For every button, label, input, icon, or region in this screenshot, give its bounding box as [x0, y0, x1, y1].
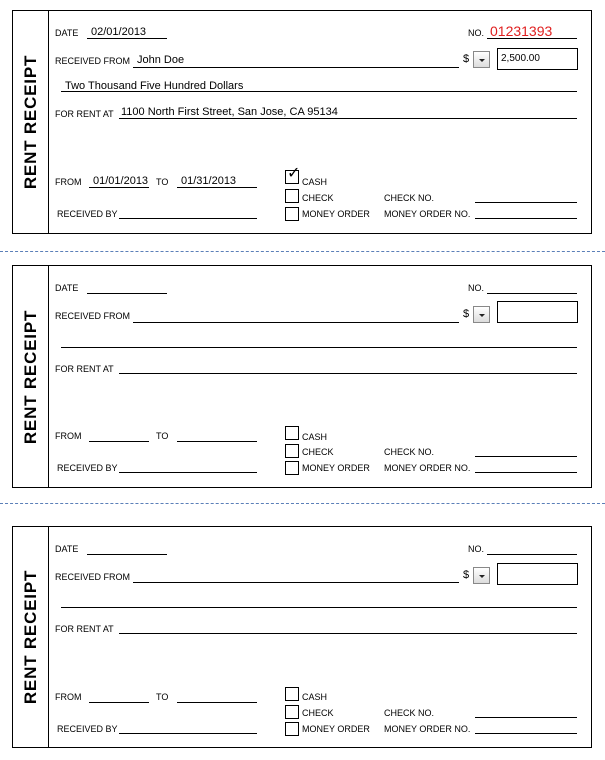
receipt-number-field[interactable]: 01231393: [490, 23, 553, 39]
cash-checkbox[interactable]: [285, 426, 299, 440]
check-no-label: CHECK NO.: [384, 447, 435, 457]
receipt-no-line: [487, 554, 577, 555]
check-label: CHECK: [302, 708, 334, 718]
received-from-label: RECEIVED FROM: [55, 572, 131, 582]
date-field[interactable]: 02/01/2013: [91, 26, 147, 38]
to-line: [177, 187, 257, 188]
money-order-no-label: MONEY ORDER NO.: [384, 209, 471, 219]
to-label: TO: [156, 177, 169, 187]
rent-receipt-1: [12, 10, 592, 234]
check-no-label: CHECK NO.: [384, 193, 435, 203]
receipt-side-panel: [13, 11, 49, 233]
for-rent-at-label: FOR RENT AT: [55, 624, 114, 634]
money-order-label: MONEY ORDER: [302, 209, 370, 219]
received-from-label: RECEIVED FROM: [55, 56, 131, 66]
receipt-no-line: [487, 293, 577, 294]
cut-line: [0, 503, 605, 504]
amount-words-line: [61, 347, 577, 348]
for-rent-at-label: FOR RENT AT: [55, 364, 114, 374]
check-label: CHECK: [302, 447, 334, 457]
money-order-checkbox[interactable]: [285, 207, 299, 221]
money-order-label: MONEY ORDER: [302, 724, 370, 734]
money-order-label: MONEY ORDER: [302, 463, 370, 473]
received-by-label: RECEIVED BY: [57, 724, 118, 734]
checkmark-icon: ✓: [287, 165, 301, 182]
date-line: [87, 293, 167, 294]
from-line: [89, 702, 149, 703]
cash-label: CASH: [302, 692, 328, 702]
currency-symbol: $: [463, 53, 470, 65]
from-line: [89, 441, 149, 442]
to-label: TO: [156, 431, 169, 441]
received-from-line: [133, 67, 459, 68]
date-label: DATE: [55, 544, 79, 554]
receipt-no-label: NO.: [468, 28, 485, 38]
received-by-label: RECEIVED BY: [57, 209, 118, 219]
check-no-line: [475, 717, 577, 718]
check-checkbox[interactable]: [285, 444, 299, 458]
from-line: [89, 187, 149, 188]
received-from-line: [133, 582, 459, 583]
cash-label: CASH: [302, 432, 328, 442]
date-line: [87, 38, 167, 39]
for-rent-at-label: FOR RENT AT: [55, 109, 114, 119]
received-by-line: [119, 733, 257, 734]
currency-symbol: $: [463, 308, 470, 320]
receipt-title: RENT RECEIPT: [21, 569, 40, 705]
to-line: [177, 702, 257, 703]
receipt-title: RENT RECEIPT: [21, 54, 40, 190]
date-label: DATE: [55, 283, 79, 293]
for-rent-at-line: [119, 118, 577, 119]
received-by-label: RECEIVED BY: [57, 463, 118, 473]
money-order-no-label: MONEY ORDER NO.: [384, 724, 471, 734]
amount-field[interactable]: [497, 301, 578, 323]
rent-receipt-3: [12, 526, 592, 748]
currency-dropdown[interactable]: [473, 306, 490, 323]
money-order-checkbox[interactable]: [285, 461, 299, 475]
money-order-no-line: [475, 472, 577, 473]
date-line: [87, 554, 167, 555]
receipt-title: RENT RECEIPT: [21, 309, 40, 444]
for-rent-at-line: [119, 633, 577, 634]
cut-line: [0, 251, 605, 252]
currency-dropdown[interactable]: [473, 51, 490, 68]
to-label: TO: [156, 692, 169, 702]
receipt-no-label: NO.: [468, 283, 485, 293]
check-no-label: CHECK NO.: [384, 708, 435, 718]
cash-checkbox[interactable]: [285, 687, 299, 701]
amount-words-line: [61, 607, 577, 608]
amount-field[interactable]: 2,500.00: [497, 48, 578, 70]
for-rent-at-field[interactable]: 1100 North First Street, San Jose, CA 95134: [121, 106, 338, 118]
rent-receipt-2: [12, 265, 592, 488]
currency-dropdown[interactable]: [473, 567, 490, 584]
to-line: [177, 441, 257, 442]
money-order-no-label: MONEY ORDER NO.: [384, 463, 471, 473]
cash-label: CASH: [302, 177, 328, 187]
from-date-field[interactable]: 01/01/2013: [93, 175, 149, 187]
check-checkbox[interactable]: [285, 189, 299, 203]
amount-in-words-field[interactable]: Two Thousand Five Hundred Dollars: [65, 80, 244, 92]
money-order-no-line: [475, 218, 577, 219]
received-from-label: RECEIVED FROM: [55, 311, 131, 321]
from-label: FROM: [55, 692, 82, 702]
currency-symbol: $: [463, 569, 470, 581]
receipt-no-label: NO.: [468, 544, 485, 554]
from-label: FROM: [55, 431, 82, 441]
money-order-no-line: [475, 733, 577, 734]
for-rent-at-line: [119, 373, 577, 374]
check-no-line: [475, 456, 577, 457]
receipt-side-panel: [13, 527, 49, 747]
from-label: FROM: [55, 177, 82, 187]
received-from-line: [133, 322, 459, 323]
check-checkbox[interactable]: [285, 705, 299, 719]
to-date-field[interactable]: 01/31/2013: [181, 175, 237, 187]
receipt-side-panel: [13, 266, 49, 487]
received-by-line: [119, 218, 257, 219]
received-from-field[interactable]: John Doe: [137, 54, 185, 66]
money-order-checkbox[interactable]: [285, 722, 299, 736]
check-no-line: [475, 202, 577, 203]
check-label: CHECK: [302, 193, 334, 203]
date-label: DATE: [55, 28, 79, 38]
amount-field[interactable]: [497, 563, 578, 585]
cash-checkbox[interactable]: [285, 165, 301, 184]
received-by-line: [119, 472, 257, 473]
